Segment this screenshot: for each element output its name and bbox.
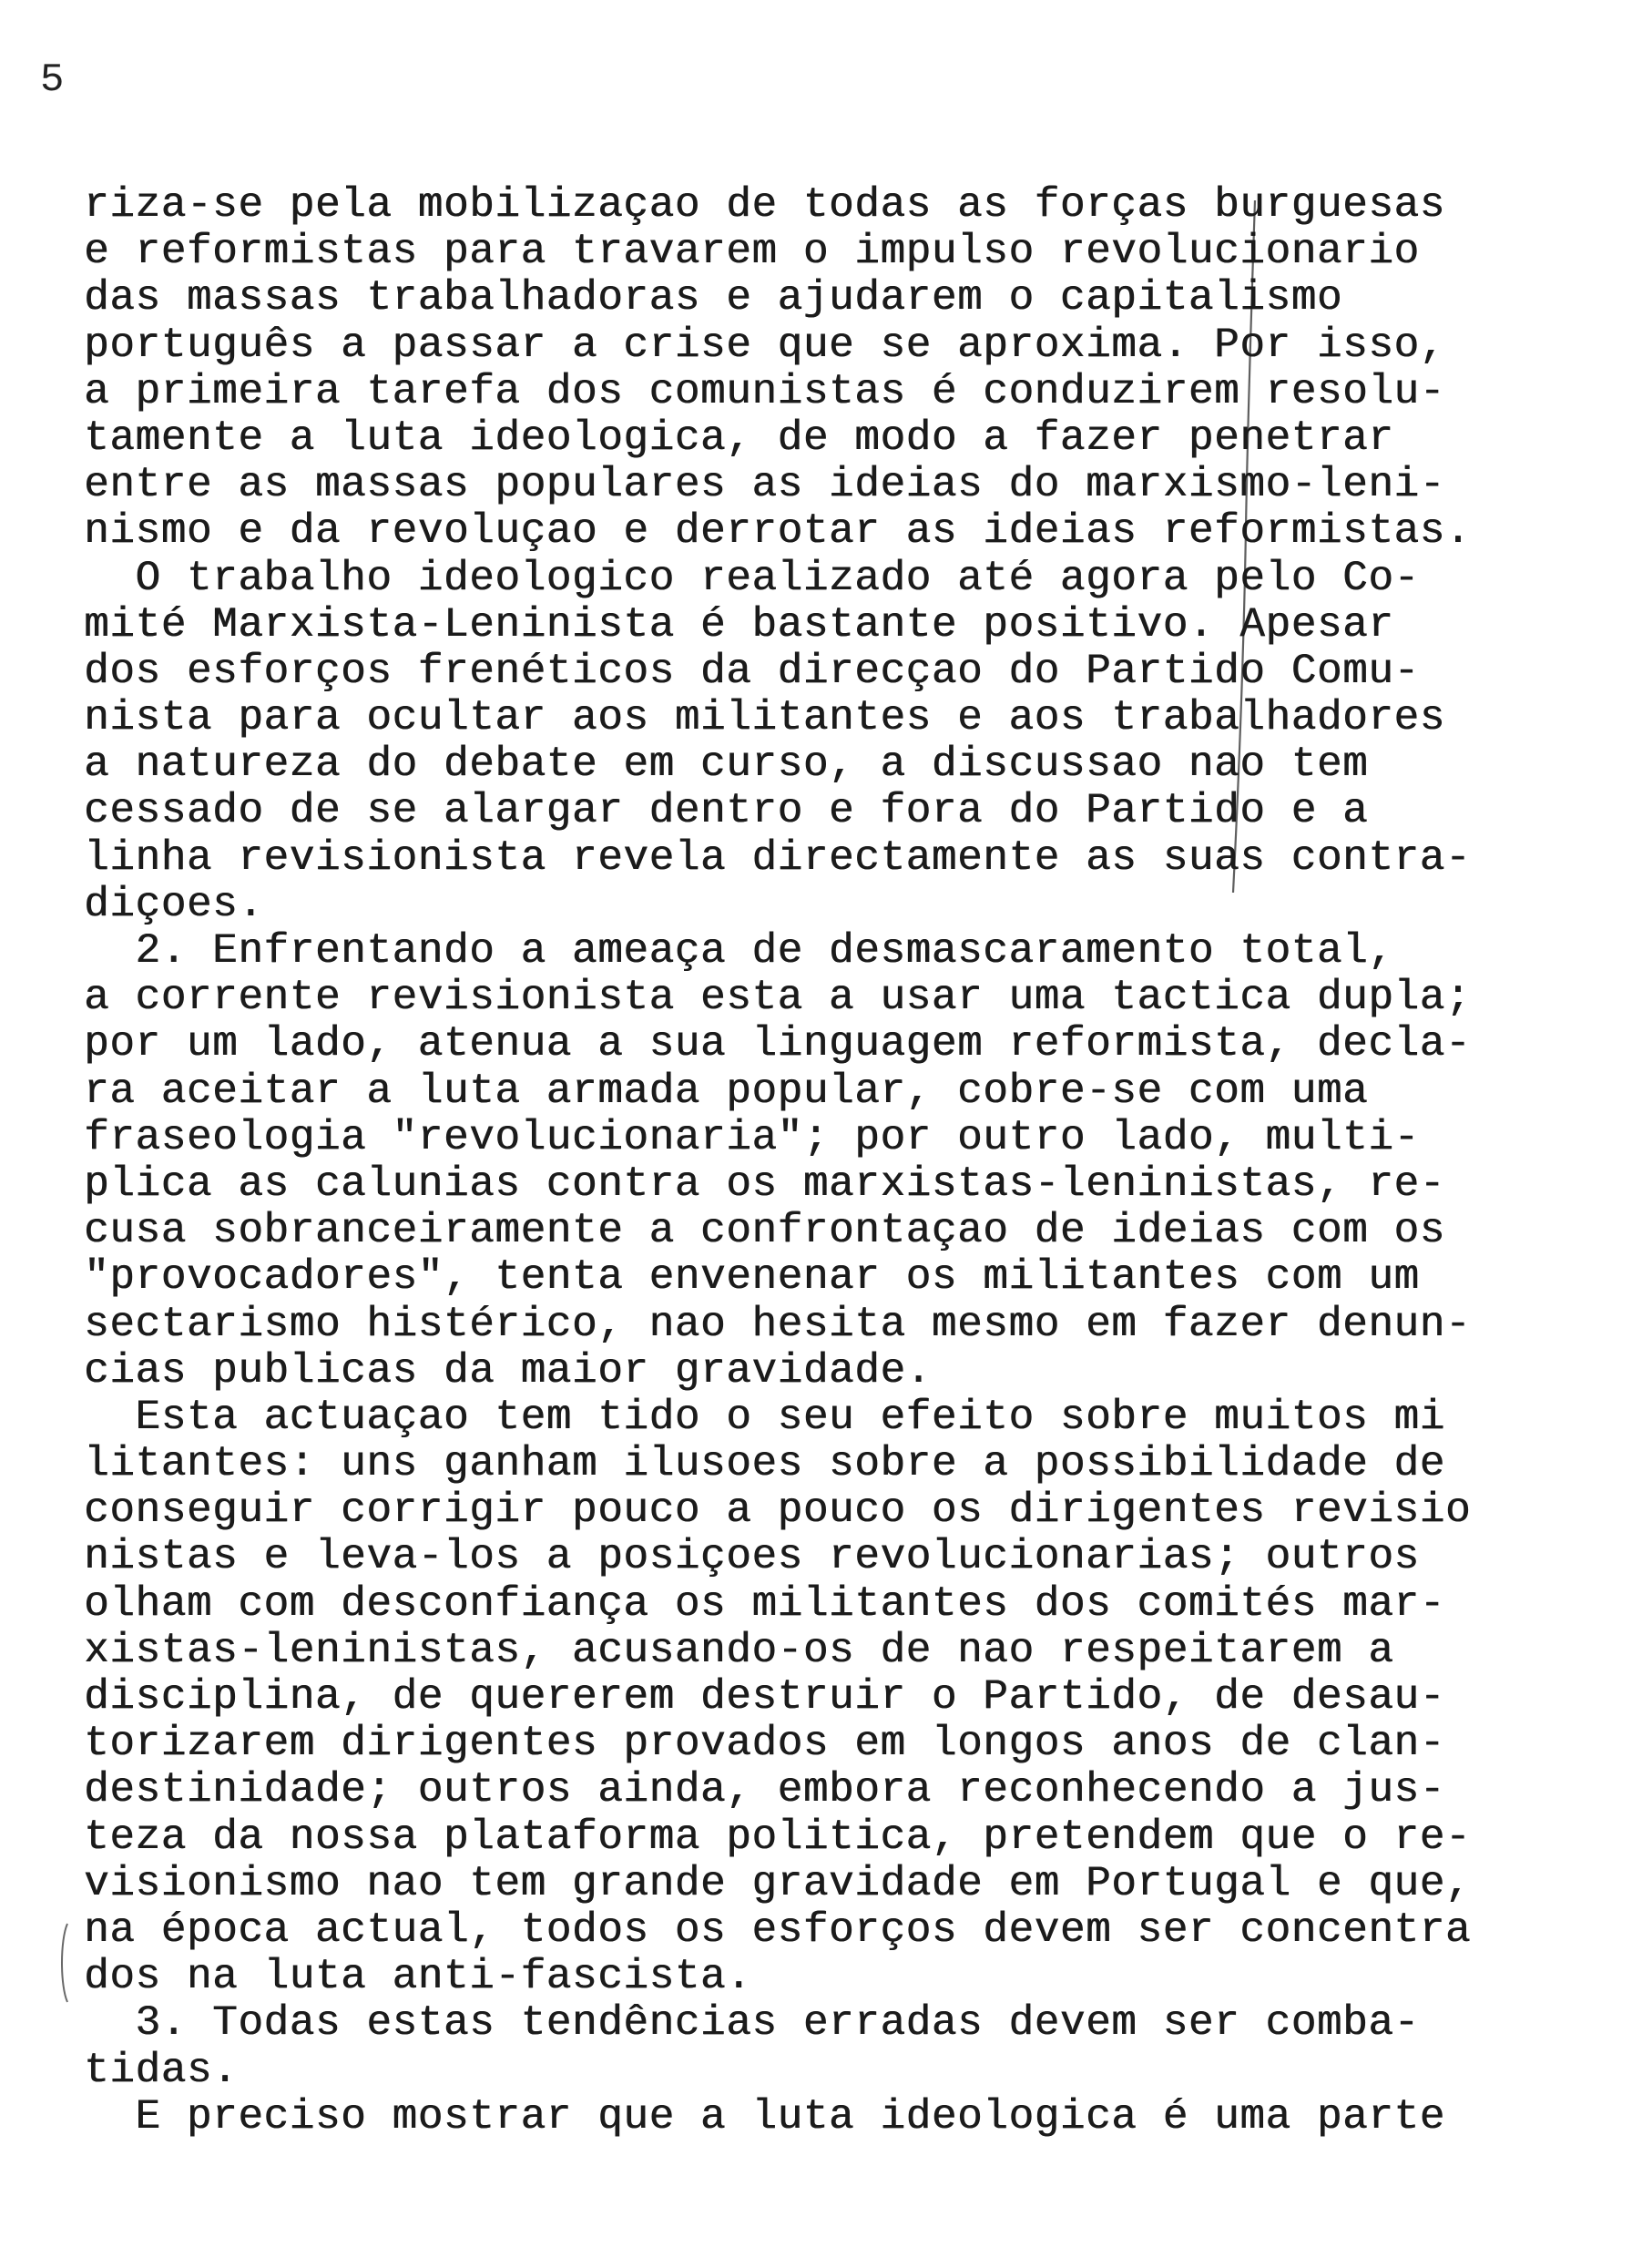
text-line: xistas-leninistas, acusando-os de nao respeitarem a [84,1626,1394,1674]
text-line: conseguir corrigir pouco a pouco os dirigentes revisio [84,1486,1472,1535]
text-line: tamente a luta ideologica, de modo a fazer penetrar [84,414,1394,462]
text-line: tidas. [84,2046,239,2094]
text-line: Esta actuaçao tem tido o seu efeito sobre muitos mi [84,1393,1445,1441]
text-line: a primeira tarefa dos comunistas é conduzirem resolu- [84,367,1445,415]
text-line: entre as massas populares as ideias do marxismo-leni- [84,461,1445,509]
text-line: português a passar a crise que se aproxima. Por isso, [84,321,1445,369]
text-line: O trabalho ideologico realizado até agora pelo Co- [84,554,1420,602]
text-line: na época actual, todos os esforços devem ser concentra [84,1905,1472,1954]
text-line: fraseologia "revolucionaria"; por outro lado, multi- [84,1113,1420,1161]
text-line: olham com desconfiança os militantes dos comités mar- [84,1579,1445,1628]
text-line: cusa sobranceiramente a confrontaçao de ideias com os [84,1207,1445,1255]
body-text [84,182,1577,2140]
text-line: linha revisionista revela directamente as suas contra- [84,833,1472,882]
text-line: por um lado, atenua a sua linguagem reformista, decla- [84,1020,1472,1068]
text-line: dos esforços frenéticos da direcçao do Partido Comu- [84,647,1420,695]
text-line: riza-se pela mobilizaçao de todas as forças burguesas [84,181,1445,229]
text-line: nismo e da revoluçao e derrotar as ideias reformistas. [84,507,1472,556]
text-line: sectarismo histérico, nao hesita mesmo em fazer denun- [84,1300,1472,1348]
text-line: 3. Todas estas tendências erradas devem ser comba- [84,1999,1420,2048]
text-line: nistas e leva-los a posiçoes revolucionarias; outros [84,1533,1420,1581]
text-line: nista para ocultar aos militantes e aos trabalhadores [84,694,1445,742]
text-line: mité Marxista-Leninista é bastante positivo. Apesar [84,600,1394,649]
text-line: a natureza do debate em curso, a discussao nao tem [84,741,1369,789]
text-line: dos na luta anti-fascista. [84,1953,752,2001]
text-line: "provocadores", tenta envenenar os militantes com um [84,1253,1420,1302]
text-line: e reformistas para travarem o impulso revolucionario [84,228,1420,276]
page-number: 5 [40,57,65,103]
text-line: plica as calunias contra os marxistas-leninistas, re- [84,1160,1445,1208]
margin-bracket-mark [56,1922,71,2004]
text-line: ra aceitar a luta armada popular, cobre-se com uma [84,1067,1369,1115]
text-line: a corrente revisionista esta a usar uma tactica dupla; [84,974,1472,1022]
text-line: teza da nossa plataforma politica, pretendem que o re- [84,1813,1472,1861]
text-line: das massas trabalhadoras e ajudarem o capitalismo [84,274,1343,322]
text-line: torizarem dirigentes provados em longos anos de clan- [84,1720,1445,1768]
text-line: E preciso mostrar que a luta ideologica é uma parte [84,2092,1445,2140]
text-line: visionismo nao tem grande gravidade em Portugal e que, [84,1859,1472,1907]
text-line: cias publicas da maior gravidade. [84,1346,932,1395]
text-line: destinidade; outros ainda, embora reconhecendo a jus- [84,1766,1445,1814]
text-line: diçoes. [84,880,264,928]
text-line: disciplina, de quererem destruir o Partido, de desau- [84,1673,1445,1721]
text-line: litantes: uns ganham ilusoes sobre a possibilidade de [84,1440,1445,1488]
text-line: 2. Enfrentando a ameaça de desmascaramento total, [84,927,1394,975]
text-line: cessado de se alargar dentro e fora do Partido e a [84,787,1369,835]
